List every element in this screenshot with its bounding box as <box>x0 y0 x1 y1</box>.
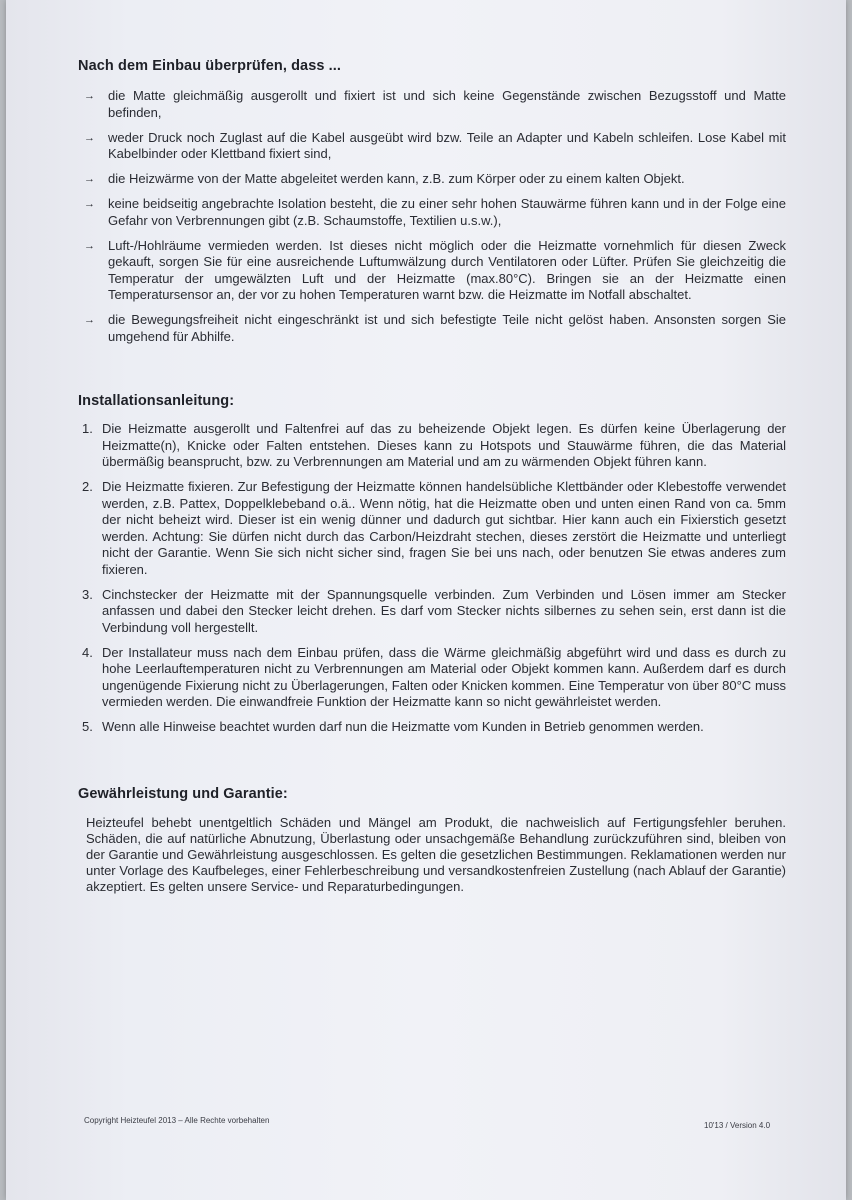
step-text: Die Heizmatte ausgerollt und Faltenfrei auf das zu beheizende Objekt legen. Es dürfen keine Überlagerung der Heizmatte(n), Knicke oder Falten entstehen. Dieses kann zu Hotspots und Stauwärme führen, die das Material übermäßig beansprucht, bzw. zu Verbrennungen am Material und am zu wärmenden Objekt führen kann. <box>102 421 786 469</box>
step-number: 3. <box>82 586 93 602</box>
step-number: 5. <box>82 719 93 734</box>
arrow-icon: → <box>84 239 95 252</box>
check-item-text: die Heizwärme von der Matte abgeleitet werden kann, z.B. zum Körper oder zu einem kalten Objekt. <box>108 171 685 186</box>
installation-step <box>78 719 786 736</box>
check-item <box>78 88 786 121</box>
section-installation <box>78 393 786 736</box>
arrow-icon: → <box>84 314 95 326</box>
arrow-icon: → <box>84 131 95 144</box>
check-item-text: die Bewegungsfreiheit nicht eingeschränkt ist und sich befestigte Teile nicht gelöst haben. Ansonsten sorgen Sie umgehend für Abhilfe. <box>108 312 786 344</box>
check-item-text: weder Druck noch Zuglast auf die Kabel ausgeübt wird bzw. Teile an Adapter und Kabeln schleifen. Lose Kabel mit Kabelbinder oder Klettband fixiert sind, <box>108 129 786 161</box>
section-post-install-checks <box>78 58 786 345</box>
installation-step <box>78 479 786 578</box>
section-title-installation: Installationsanleitung: <box>78 393 235 409</box>
step-text: Der Installateur muss nach dem Einbau prüfen, dass die Wärme gleichmäßig abgeführt wird und dass es durch zu hohe Leerlauftemperaturen nicht zu Verbrennungen am Material oder Objekt kommen kann. Außerdem darf es durch ungenügende Fixierung nicht zu Überlagerungen, Falten oder Knicken kommen. Eine Temperatur von über 80°C muss vermieden werden. Die einwandfreie Funktion der Heizmatte kann so nicht gewährleistet werden. <box>102 644 786 709</box>
section-warranty <box>78 786 786 895</box>
step-text: Die Heizmatte fixieren. Zur Befestigung der Heizmatte können handelsübliche Klettbänder oder Klebestoffe verwendet werden, z.B. Pattex, Doppelklebeband o.ä.. Wenn nötig, hat die Heizmatte oben und unten einen Rand von ca. 5mm der nicht beheizt wird. Dieser ist ein wenig dünner und dadurch gut sichtbar. Hier kann auch ein Fixierstich gesetzt werden. Achtung: Sie dürfen nicht durch das Carbon/Heizdraht stechen, dieses zerstört die Heizmatte und unterliegt nicht der Garantie. Wenn Sie sich nicht sicher sind, fragen Sie bei uns nach, oder benutzen Sie etwas anderes zum fixieren. <box>102 479 786 577</box>
check-item <box>78 171 786 188</box>
footer-copyright: Copyright Heizteufel 2013 – Alle Rechte vorbehalten <box>84 1116 270 1125</box>
section-title-warranty: Gewährleistung und Garantie: <box>78 785 288 802</box>
checks-list <box>78 88 786 345</box>
arrow-icon: → <box>84 90 95 102</box>
step-text: Cinchstecker der Heizmatte mit der Spannungsquelle verbinden. Zum Verbinden und Lösen immer am Stecker anfassen und dabei den Stecker leicht drehen. Es darf vom Stecker nichts silbernes zu sehen sein, erst dann ist die Verbindung voll hergestellt. <box>102 586 786 635</box>
check-item-text: Luft-/Hohlräume vermieden werden. Ist dieses nicht möglich oder die Heizmatte vornehmlich für diesen Zweck gekauft, sorgen Sie für eine ausreichende Luftumwälzung durch Ventilatoren oder Lüfter. Prüfen Sie gleichzeitig die Temperatur der umgewälzten Luft und der Heizmatte (max.80°C). Bringen sie an der Heizmatte einen Temperatursensor an, der vor zu hohen Temperaturen warnt bzw. die Heizmatte im Notfall abschaltet. <box>108 237 786 302</box>
check-item <box>78 130 786 163</box>
check-item-text: die Matte gleichmäßig ausgerollt und fixiert ist und sich keine Gegenstände zwischen Bezugsstoff und Matte befinden, <box>108 88 786 120</box>
installation-step <box>78 421 786 471</box>
installation-step <box>78 645 786 711</box>
check-item <box>78 312 786 345</box>
installation-steps-list <box>78 421 786 736</box>
check-item <box>78 196 786 229</box>
step-number: 4. <box>82 644 93 660</box>
warranty-paragraph: Heizteufel behebt unentgeltlich Schäden und Mängel am Produkt, die nachweislich auf Fertigungsfehler beruhen. Schäden, die auf natürliche Abnutzung, Überlastung oder unsachgemäße Behandlung zurückzuführen sind, bleiben von der Garantie und Gewährleistung ausgeschlossen. Es gelten die gesetzlichen Bestimmungen. Reklamationen werden nur unter Vorlage des Kaufbeleges, einer Fehlerbeschreibung und versandkostenfreien Zustellung (nach Ablauf der Garantie) akzeptiert. Es gelten unsere Service- und Reparaturbedingungen. <box>86 814 786 894</box>
section-title-checks: Nach dem Einbau überprüfen, dass ... <box>78 58 342 74</box>
check-item-text: keine beidseitig angebrachte Isolation besteht, die zu einer sehr hohen Stauwärme führen kann und in der Folge eine Gefahr von Verbrennungen gibt (z.B. Schaumstoffe, Textilien u.s.w.), <box>108 196 786 228</box>
installation-step <box>78 587 786 637</box>
step-number: 1. <box>82 421 93 436</box>
document-content <box>78 58 786 895</box>
arrow-icon: → <box>84 173 95 185</box>
step-number: 2. <box>82 479 93 494</box>
arrow-icon: → <box>84 198 95 210</box>
footer-version: 10'13 / Version 4.0 <box>704 1121 771 1130</box>
document-page <box>6 0 846 1200</box>
step-text: Wenn alle Hinweise beachtet wurden darf nun die Heizmatte vom Kunden in Betrieb genommen werden. <box>102 719 704 734</box>
check-item <box>78 238 786 304</box>
